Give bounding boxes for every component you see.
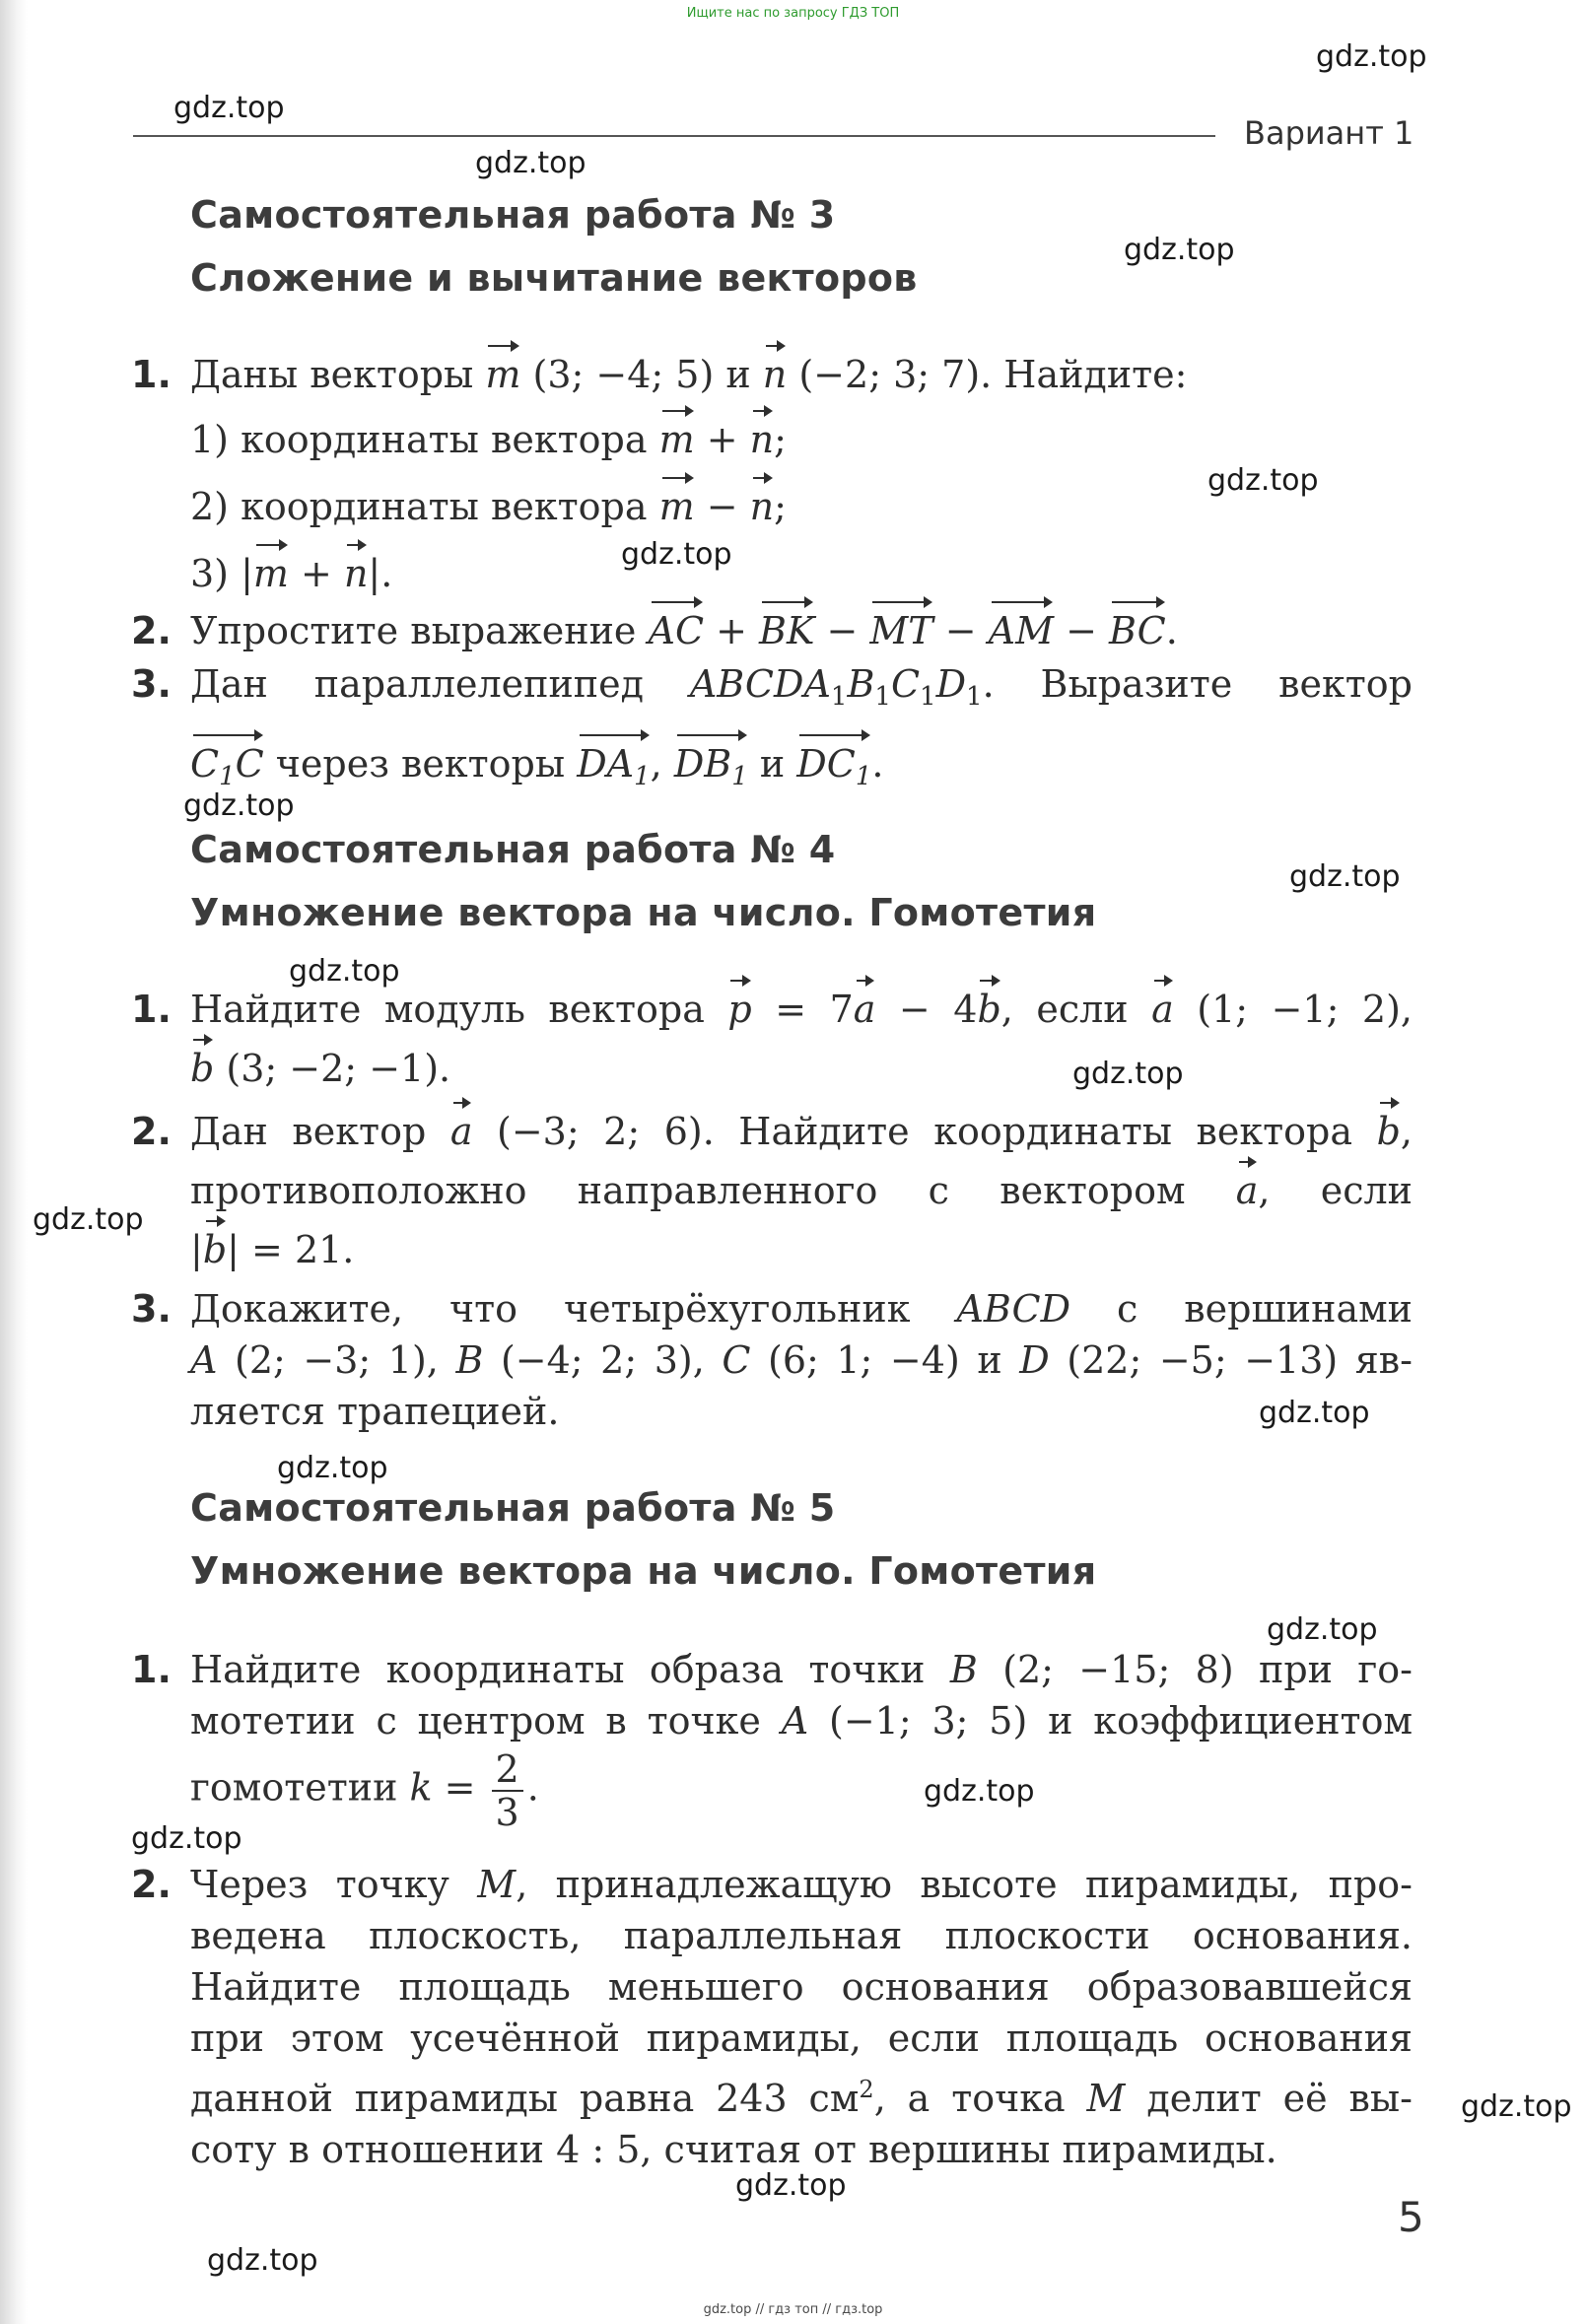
task-line: A (2; −3; 1), B (−4; 2; 3), C (6; 1; −4) и D (22; −5; −13) яв- (190, 1338, 1413, 1382)
watermark: gdz.top (183, 788, 295, 823)
watermark: gdz.top (277, 1451, 388, 1485)
task-line: Через точку M, принадлежащую высоте пирамиды, про- (190, 1863, 1413, 1906)
task (131, 1283, 1414, 1437)
variant-label: Вариант 1 (1244, 114, 1414, 152)
task-line: ведена плоскость, параллельная плоскости основания. (190, 1914, 1413, 1957)
watermark: gdz.top (207, 2243, 318, 2278)
task (131, 1644, 1413, 1834)
task-line: Докажите, что четырёхугольник ABCD с вершинами (190, 1287, 1414, 1331)
task-line: 3) |m + n|. (190, 548, 1413, 599)
task (131, 1859, 1413, 2175)
task-line: гомотетии k = $\frac{2}{3}$ . (190, 1747, 539, 1834)
section-title: Самостоятельная работа № 3 (190, 193, 836, 237)
task-line: $C_1C$ через векторы $DA_1$, $DB_1$ и $DC_1$. (190, 738, 1413, 802)
task (131, 658, 1413, 802)
task-number: 3. (131, 662, 172, 706)
section-title: Самостоятельная работа № 5 (190, 1486, 836, 1530)
task-number: 1. (131, 353, 172, 396)
task (131, 984, 1413, 1094)
watermark: gdz.top (1124, 233, 1235, 267)
watermark: gdz.top (621, 537, 732, 572)
task-number: 3. (131, 1287, 172, 1331)
watermark: gdz.top (924, 1774, 1035, 1809)
task-line: Найдите площадь меньшего основания образовавшейся (190, 1965, 1413, 2009)
task-line: Дан вектор a (−3; 2; 6). Найдите координаты вектора b, (190, 1106, 1413, 1157)
task-line: Упростите выражение AC + BK − MT − AM − BC. (190, 605, 1413, 656)
watermark: gdz.top (735, 2168, 847, 2203)
task-line: ляется трапецией. (190, 1390, 560, 1433)
task-line: Даны векторы m (3; −4; 5) и n (−2; 3; 7). Найдите: (190, 349, 1413, 400)
task (131, 1106, 1413, 1275)
task-line: мотетии с центром в точке A (−1; 3; 5) и коэффициентом (190, 1699, 1413, 1743)
task-number: 1. (131, 988, 172, 1031)
task-number: 2. (131, 1863, 172, 1906)
task-line: Найдите координаты образа точки B (2; −15; 8) при го- (190, 1648, 1413, 1691)
task-line: Найдите модуль вектора p = 7a − 4b, если a (1; −1; 2), (190, 984, 1413, 1035)
scan-edge-shadow (0, 0, 28, 2324)
section-title: Самостоятельная работа № 4 (190, 828, 836, 871)
page-number: 5 (1398, 2193, 1424, 2241)
task-line: Дан параллелепипед $ABCDA_1B_1C_1D_1$. Выразите вектор (190, 662, 1413, 712)
header-rule (133, 135, 1215, 137)
watermark: gdz.top (1072, 1057, 1184, 1091)
watermark: gdz.top (1259, 1396, 1370, 1430)
watermark: gdz.top (475, 146, 586, 180)
watermark: gdz.top (1289, 859, 1401, 894)
task-line: 1) координаты вектора m + n; (190, 414, 1413, 465)
task-line: противоположно направленного с вектором a, если (190, 1165, 1413, 1216)
task-line: |b| = 21. (190, 1224, 1413, 1275)
task-line: 2) координаты вектора m − n; (190, 481, 1413, 532)
watermark: gdz.top (1267, 1612, 1378, 1647)
watermark: gdz.top (1461, 2089, 1572, 2124)
task-line: соту в отношении 4 : 5, считая от вершины пирамиды. (190, 2128, 1277, 2171)
section-subtitle: Умножение вектора на число. Гомотетия (190, 1549, 1097, 1593)
watermark: gdz.top (173, 91, 285, 125)
watermark: gdz.top (1207, 463, 1319, 498)
task (131, 605, 1413, 656)
task-number: 2. (131, 1110, 172, 1153)
watermark: gdz.top (1316, 39, 1427, 74)
section-subtitle: Сложение и вычитание векторов (190, 256, 918, 300)
watermark: gdz.top (289, 954, 400, 989)
bottom-note: gdz.top // гдз топ // гдз.top (703, 2302, 883, 2317)
section-subtitle: Умножение вектора на число. Гомотетия (190, 891, 1097, 934)
task-line: данной пирамиды равна 243 $см^2$, а точка M делит её вы- (190, 2076, 1413, 2120)
top-note: Ищите нас по запросу ГДЗ ТОП (686, 6, 900, 21)
watermark: gdz.top (33, 1202, 144, 1237)
task-number: 2. (131, 609, 172, 652)
task-line: при этом усечённой пирамиды, если площадь основания (190, 2016, 1413, 2060)
task-line: b (3; −2; −1). (190, 1043, 1413, 1094)
watermark: gdz.top (131, 1821, 242, 1856)
task (131, 349, 1413, 599)
task-number: 1. (131, 1648, 172, 1691)
